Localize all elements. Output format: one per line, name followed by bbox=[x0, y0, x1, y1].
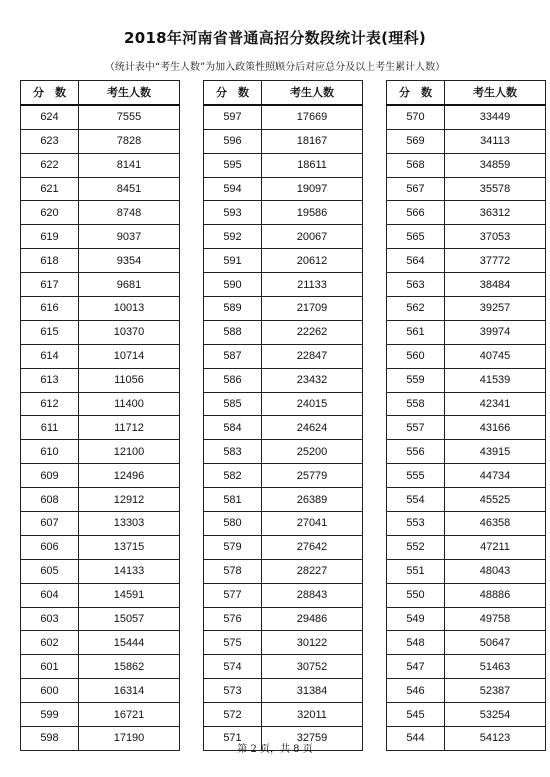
score-cell: 596 bbox=[204, 129, 262, 153]
count-cell: 27041 bbox=[262, 512, 363, 536]
score-cell: 610 bbox=[21, 440, 79, 464]
table-row bbox=[204, 320, 363, 344]
score-cell: 578 bbox=[204, 559, 262, 583]
count-cell: 25200 bbox=[262, 440, 363, 464]
score-cell: 604 bbox=[21, 583, 79, 607]
table-row bbox=[204, 464, 363, 488]
score-cell: 606 bbox=[21, 535, 79, 559]
score-cell: 547 bbox=[387, 655, 445, 679]
table-row bbox=[21, 153, 180, 177]
score-cell: 585 bbox=[204, 392, 262, 416]
count-cell: 15862 bbox=[79, 655, 180, 679]
count-cell: 22262 bbox=[262, 320, 363, 344]
count-cell: 53254 bbox=[445, 703, 546, 727]
score-cell: 557 bbox=[387, 416, 445, 440]
table-row bbox=[21, 368, 180, 392]
table-row bbox=[204, 153, 363, 177]
table-row bbox=[387, 559, 546, 583]
table-row bbox=[21, 201, 180, 225]
score-cell: 586 bbox=[204, 368, 262, 392]
count-cell: 43166 bbox=[445, 416, 546, 440]
count-cell: 19586 bbox=[262, 201, 363, 225]
table-row bbox=[387, 320, 546, 344]
score-cell: 562 bbox=[387, 297, 445, 321]
table-row bbox=[387, 535, 546, 559]
count-cell: 18611 bbox=[262, 153, 363, 177]
count-cell: 21709 bbox=[262, 297, 363, 321]
count-cell: 8451 bbox=[79, 177, 180, 201]
table-row bbox=[387, 129, 546, 153]
count-cell: 39257 bbox=[445, 297, 546, 321]
score-cell: 553 bbox=[387, 512, 445, 536]
count-cell: 10714 bbox=[79, 344, 180, 368]
table-row bbox=[204, 201, 363, 225]
table-row bbox=[21, 416, 180, 440]
score-cell: 603 bbox=[21, 607, 79, 631]
count-cell: 49758 bbox=[445, 607, 546, 631]
table-row bbox=[21, 320, 180, 344]
count-cell: 34859 bbox=[445, 153, 546, 177]
score-cell: 582 bbox=[204, 464, 262, 488]
table-row bbox=[387, 703, 546, 727]
score-cell: 569 bbox=[387, 129, 445, 153]
table-row bbox=[204, 273, 363, 297]
count-cell: 9354 bbox=[79, 249, 180, 273]
count-cell: 46358 bbox=[445, 512, 546, 536]
count-cell: 12496 bbox=[79, 464, 180, 488]
score-cell: 568 bbox=[387, 153, 445, 177]
score-cell: 605 bbox=[21, 559, 79, 583]
table-row bbox=[21, 344, 180, 368]
table-row bbox=[387, 273, 546, 297]
table-row bbox=[21, 273, 180, 297]
page-title: 2018年河南省普通高招分数段统计表(理科) bbox=[123, 29, 427, 47]
count-cell: 24624 bbox=[262, 416, 363, 440]
score-cell: 598 bbox=[21, 727, 79, 751]
score-cell: 595 bbox=[204, 153, 262, 177]
count-cell: 20612 bbox=[262, 249, 363, 273]
score-header: 分 数 bbox=[387, 81, 445, 105]
score-cell: 599 bbox=[21, 703, 79, 727]
table-row bbox=[387, 201, 546, 225]
count-cell: 13715 bbox=[79, 535, 180, 559]
score-cell: 564 bbox=[387, 249, 445, 273]
table-row bbox=[387, 344, 546, 368]
table-row bbox=[387, 368, 546, 392]
table-row bbox=[387, 607, 546, 631]
count-cell: 18167 bbox=[262, 129, 363, 153]
count-cell: 30752 bbox=[262, 655, 363, 679]
score-cell: 556 bbox=[387, 440, 445, 464]
count-cell: 54123 bbox=[445, 727, 546, 751]
table-row bbox=[204, 559, 363, 583]
count-cell: 16721 bbox=[79, 703, 180, 727]
score-cell: 559 bbox=[387, 368, 445, 392]
table-row bbox=[387, 392, 546, 416]
score-cell: 565 bbox=[387, 225, 445, 249]
table-row bbox=[387, 416, 546, 440]
score-cell: 597 bbox=[204, 105, 262, 129]
count-cell: 42341 bbox=[445, 392, 546, 416]
score-header: 分 数 bbox=[21, 81, 79, 105]
count-cell: 17190 bbox=[79, 727, 180, 751]
count-cell: 31384 bbox=[262, 679, 363, 703]
count-cell: 32759 bbox=[262, 727, 363, 751]
count-cell: 48043 bbox=[445, 559, 546, 583]
score-cell: 611 bbox=[21, 416, 79, 440]
score-cell: 575 bbox=[204, 631, 262, 655]
table-row bbox=[21, 225, 180, 249]
score-cell: 567 bbox=[387, 177, 445, 201]
count-cell: 9681 bbox=[79, 273, 180, 297]
count-cell: 37053 bbox=[445, 225, 546, 249]
score-table-2 bbox=[203, 80, 363, 751]
table-row bbox=[204, 440, 363, 464]
table-row bbox=[21, 488, 180, 512]
table-header-row bbox=[387, 81, 546, 105]
score-cell: 587 bbox=[204, 344, 262, 368]
count-cell: 38484 bbox=[445, 273, 546, 297]
page-subtitle: （统计表中“考生人数”为加入政策性照顾分后对应总分及以上考生累计人数） bbox=[104, 62, 446, 73]
score-header: 分 数 bbox=[204, 81, 262, 105]
score-cell: 572 bbox=[204, 703, 262, 727]
count-cell: 28227 bbox=[262, 559, 363, 583]
score-cell: 612 bbox=[21, 392, 79, 416]
table-row bbox=[204, 177, 363, 201]
table-row bbox=[387, 488, 546, 512]
count-cell: 15057 bbox=[79, 607, 180, 631]
score-cell: 601 bbox=[21, 655, 79, 679]
count-cell: 47211 bbox=[445, 535, 546, 559]
table-row bbox=[204, 631, 363, 655]
score-cell: 561 bbox=[387, 320, 445, 344]
score-cell: 624 bbox=[21, 105, 79, 129]
table-row bbox=[387, 153, 546, 177]
score-cell: 573 bbox=[204, 679, 262, 703]
table-row bbox=[21, 464, 180, 488]
table-row bbox=[21, 177, 180, 201]
table-row bbox=[21, 559, 180, 583]
table-row bbox=[21, 679, 180, 703]
score-cell: 555 bbox=[387, 464, 445, 488]
count-cell: 16314 bbox=[79, 679, 180, 703]
count-cell: 35578 bbox=[445, 177, 546, 201]
table-row bbox=[387, 249, 546, 273]
score-cell: 560 bbox=[387, 344, 445, 368]
score-cell: 554 bbox=[387, 488, 445, 512]
score-cell: 594 bbox=[204, 177, 262, 201]
score-cell: 622 bbox=[21, 153, 79, 177]
score-cell: 592 bbox=[204, 225, 262, 249]
count-cell: 48886 bbox=[445, 583, 546, 607]
count-cell: 15444 bbox=[79, 631, 180, 655]
score-cell: 618 bbox=[21, 249, 79, 273]
score-cell: 581 bbox=[204, 488, 262, 512]
table-row bbox=[204, 368, 363, 392]
count-cell: 22847 bbox=[262, 344, 363, 368]
table-row bbox=[387, 512, 546, 536]
page-footer: 第 2 页，共 8 页 bbox=[237, 744, 313, 755]
table-row bbox=[204, 249, 363, 273]
table-row bbox=[21, 535, 180, 559]
score-cell: 620 bbox=[21, 201, 79, 225]
score-cell: 583 bbox=[204, 440, 262, 464]
table-row bbox=[204, 488, 363, 512]
table-row bbox=[204, 607, 363, 631]
count-cell: 27642 bbox=[262, 535, 363, 559]
table-row bbox=[204, 225, 363, 249]
count-cell: 14591 bbox=[79, 583, 180, 607]
score-cell: 591 bbox=[204, 249, 262, 273]
table-row bbox=[21, 392, 180, 416]
score-cell: 619 bbox=[21, 225, 79, 249]
table-row bbox=[387, 177, 546, 201]
score-cell: 609 bbox=[21, 464, 79, 488]
score-cell: 577 bbox=[204, 583, 262, 607]
score-cell: 545 bbox=[387, 703, 445, 727]
count-cell: 8748 bbox=[79, 201, 180, 225]
count-cell: 17669 bbox=[262, 105, 363, 129]
score-cell: 570 bbox=[387, 105, 445, 129]
count-cell: 51463 bbox=[445, 655, 546, 679]
score-cell: 558 bbox=[387, 392, 445, 416]
table-row bbox=[387, 655, 546, 679]
table-row bbox=[21, 607, 180, 631]
score-cell: 607 bbox=[21, 512, 79, 536]
score-cell: 614 bbox=[21, 344, 79, 368]
count-cell: 26389 bbox=[262, 488, 363, 512]
score-table-1 bbox=[20, 80, 180, 751]
table-row bbox=[387, 464, 546, 488]
score-cell: 550 bbox=[387, 583, 445, 607]
table-header-row bbox=[204, 81, 363, 105]
score-cell: 574 bbox=[204, 655, 262, 679]
score-cell: 552 bbox=[387, 535, 445, 559]
count-cell: 10013 bbox=[79, 297, 180, 321]
table-row bbox=[21, 583, 180, 607]
count-cell: 7828 bbox=[79, 129, 180, 153]
score-cell: 549 bbox=[387, 607, 445, 631]
score-cell: 576 bbox=[204, 607, 262, 631]
count-cell: 13303 bbox=[79, 512, 180, 536]
count-cell: 20067 bbox=[262, 225, 363, 249]
score-cell: 616 bbox=[21, 297, 79, 321]
count-cell: 43915 bbox=[445, 440, 546, 464]
score-cell: 621 bbox=[21, 177, 79, 201]
score-cell: 584 bbox=[204, 416, 262, 440]
table-row bbox=[387, 631, 546, 655]
table-row bbox=[21, 631, 180, 655]
score-cell: 615 bbox=[21, 320, 79, 344]
count-cell: 52387 bbox=[445, 679, 546, 703]
count-cell: 21133 bbox=[262, 273, 363, 297]
count-cell: 37772 bbox=[445, 249, 546, 273]
score-cell: 613 bbox=[21, 368, 79, 392]
count-cell: 29486 bbox=[262, 607, 363, 631]
count-cell: 23432 bbox=[262, 368, 363, 392]
table-row bbox=[204, 679, 363, 703]
table-row bbox=[387, 225, 546, 249]
score-cell: 544 bbox=[387, 727, 445, 751]
table-row bbox=[204, 105, 363, 129]
score-cell: 579 bbox=[204, 535, 262, 559]
table-row bbox=[21, 512, 180, 536]
score-cell: 548 bbox=[387, 631, 445, 655]
count-cell: 40745 bbox=[445, 344, 546, 368]
score-cell: 571 bbox=[204, 727, 262, 751]
score-cell: 602 bbox=[21, 631, 79, 655]
count-cell: 14133 bbox=[79, 559, 180, 583]
table-row bbox=[204, 392, 363, 416]
table-header-row bbox=[21, 81, 180, 105]
score-cell: 589 bbox=[204, 297, 262, 321]
table-row bbox=[204, 297, 363, 321]
count-header: 考生人数 bbox=[445, 81, 546, 105]
table-row bbox=[21, 297, 180, 321]
score-cell: 551 bbox=[387, 559, 445, 583]
count-cell: 10370 bbox=[79, 320, 180, 344]
count-cell: 9037 bbox=[79, 225, 180, 249]
table-row bbox=[21, 249, 180, 273]
table-row bbox=[387, 105, 546, 129]
table-row bbox=[21, 703, 180, 727]
count-cell: 50647 bbox=[445, 631, 546, 655]
score-cell: 608 bbox=[21, 488, 79, 512]
count-header: 考生人数 bbox=[262, 81, 363, 105]
count-cell: 41539 bbox=[445, 368, 546, 392]
score-cell: 590 bbox=[204, 273, 262, 297]
count-cell: 34113 bbox=[445, 129, 546, 153]
table-row bbox=[387, 679, 546, 703]
count-cell: 11056 bbox=[79, 368, 180, 392]
table-row bbox=[204, 535, 363, 559]
table-row bbox=[21, 440, 180, 464]
table-row bbox=[204, 512, 363, 536]
table-row bbox=[204, 129, 363, 153]
score-cell: 593 bbox=[204, 201, 262, 225]
table-row bbox=[204, 583, 363, 607]
score-cell: 600 bbox=[21, 679, 79, 703]
count-cell: 39974 bbox=[445, 320, 546, 344]
count-cell: 24015 bbox=[262, 392, 363, 416]
count-cell: 36312 bbox=[445, 201, 546, 225]
table-row bbox=[387, 297, 546, 321]
count-cell: 12100 bbox=[79, 440, 180, 464]
score-cell: 580 bbox=[204, 512, 262, 536]
score-cell: 623 bbox=[21, 129, 79, 153]
score-cell: 563 bbox=[387, 273, 445, 297]
table-row bbox=[204, 655, 363, 679]
score-table-3 bbox=[386, 80, 546, 751]
count-cell: 19097 bbox=[262, 177, 363, 201]
table-row bbox=[204, 344, 363, 368]
count-cell: 33449 bbox=[445, 105, 546, 129]
score-cell: 617 bbox=[21, 273, 79, 297]
count-cell: 11400 bbox=[79, 392, 180, 416]
count-header: 考生人数 bbox=[79, 81, 180, 105]
score-cell: 588 bbox=[204, 320, 262, 344]
score-cell: 566 bbox=[387, 201, 445, 225]
table-row bbox=[204, 703, 363, 727]
table-row bbox=[21, 129, 180, 153]
count-cell: 44734 bbox=[445, 464, 546, 488]
count-cell: 7555 bbox=[79, 105, 180, 129]
table-row bbox=[387, 440, 546, 464]
score-cell: 546 bbox=[387, 679, 445, 703]
table-row bbox=[21, 655, 180, 679]
count-cell: 45525 bbox=[445, 488, 546, 512]
count-cell: 12912 bbox=[79, 488, 180, 512]
table-row bbox=[387, 583, 546, 607]
count-cell: 8141 bbox=[79, 153, 180, 177]
table-row bbox=[204, 416, 363, 440]
count-cell: 30122 bbox=[262, 631, 363, 655]
count-cell: 32011 bbox=[262, 703, 363, 727]
count-cell: 11712 bbox=[79, 416, 180, 440]
table-row bbox=[21, 105, 180, 129]
count-cell: 25779 bbox=[262, 464, 363, 488]
count-cell: 28843 bbox=[262, 583, 363, 607]
